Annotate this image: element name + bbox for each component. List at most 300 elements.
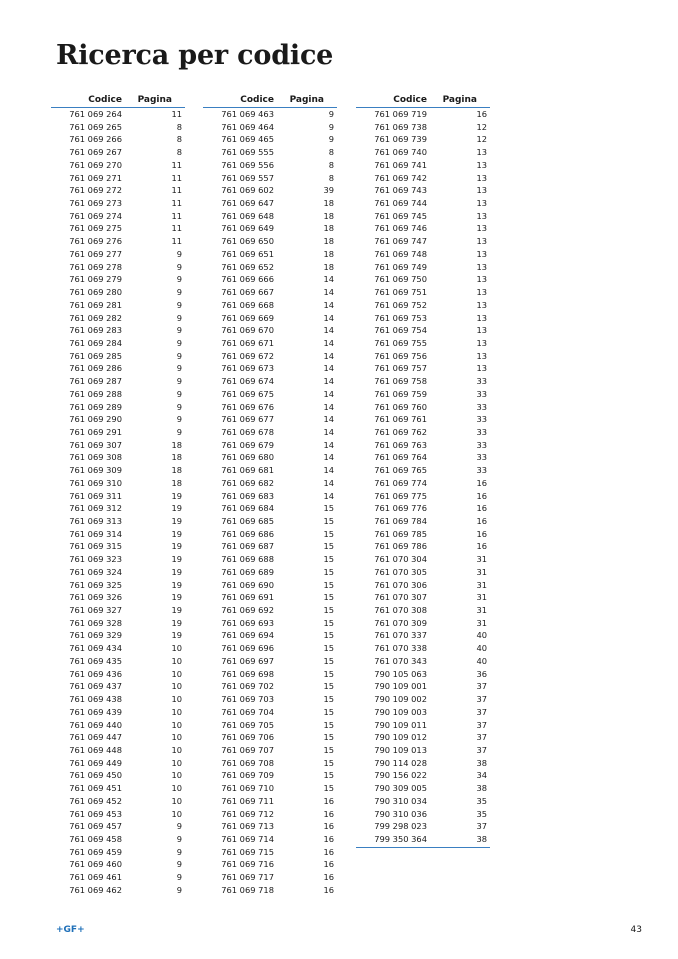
code-cell: 761 069 267 — [69, 147, 122, 158]
table-row — [51, 706, 185, 719]
table-row — [51, 820, 185, 833]
table-row — [51, 579, 185, 592]
code-cell: 761 069 683 — [221, 490, 274, 501]
code-cell: 790 309 005 — [374, 783, 427, 794]
page-number: 43 — [630, 925, 642, 935]
table-row — [203, 324, 337, 337]
code-table-column-3 — [356, 94, 490, 848]
code-cell: 761 069 784 — [374, 516, 427, 526]
code-cell: 761 069 689 — [221, 566, 274, 577]
code-cell: 761 069 675 — [221, 388, 274, 399]
table-row — [51, 490, 185, 503]
page-cell: 33 — [476, 388, 487, 399]
code-cell: 761 069 707 — [221, 744, 274, 755]
table-row — [51, 197, 185, 210]
code-cell: 761 069 450 — [69, 770, 122, 781]
page-cell: 10 — [171, 681, 182, 692]
page-cell: 16 — [476, 541, 487, 552]
page-cell: 37 — [476, 732, 487, 743]
table-row — [203, 133, 337, 146]
table-row — [51, 833, 185, 846]
page-cell: 9 — [328, 134, 334, 145]
table-row — [356, 324, 490, 337]
code-cell: 761 069 647 — [221, 198, 274, 209]
table-row — [356, 680, 490, 693]
code-cell: 761 069 751 — [374, 287, 427, 298]
code-cell: 761 069 652 — [221, 261, 274, 272]
table-row — [51, 744, 185, 757]
page-cell: 15 — [323, 655, 334, 666]
code-cell: 761 069 678 — [221, 426, 274, 437]
code-cell: 761 069 555 — [221, 147, 274, 158]
page-cell: 15 — [323, 732, 334, 743]
table-row — [356, 528, 490, 541]
table-row — [356, 273, 490, 286]
code-cell: 761 069 702 — [221, 681, 274, 692]
code-cell: 790 105 063 — [374, 668, 427, 679]
table-row — [203, 591, 337, 604]
page-cell: 16 — [476, 109, 487, 119]
code-cell: 761 069 277 — [69, 248, 122, 259]
table-row — [51, 184, 185, 197]
gf-logo: +GF+ — [56, 925, 85, 935]
code-cell: 761 069 762 — [374, 426, 427, 437]
code-cell: 761 069 324 — [69, 566, 122, 577]
page-cell: 14 — [323, 337, 334, 348]
table-row — [203, 401, 337, 414]
table-end-rule — [356, 847, 490, 848]
page-cell: 11 — [171, 185, 182, 196]
page-cell: 10 — [171, 732, 182, 743]
code-cell: 761 069 754 — [374, 325, 427, 336]
page-cell: 13 — [476, 236, 487, 247]
page-cell: 11 — [171, 198, 182, 209]
page-cell: 19 — [171, 503, 182, 514]
code-cell: 761 069 289 — [69, 401, 122, 412]
code-cell: 761 069 740 — [374, 147, 427, 158]
table-row — [203, 451, 337, 464]
code-cell: 761 070 309 — [374, 617, 427, 628]
code-cell: 790 109 013 — [374, 744, 427, 755]
code-cell: 761 069 307 — [69, 439, 122, 450]
page-cell: 19 — [171, 541, 182, 552]
code-cell: 761 069 323 — [69, 554, 122, 565]
code-cell: 761 070 343 — [374, 655, 427, 666]
table-row — [203, 795, 337, 808]
code-cell: 761 069 440 — [69, 719, 122, 730]
page-cell: 14 — [323, 363, 334, 374]
table-row — [51, 515, 185, 528]
page-cell: 10 — [171, 643, 182, 654]
page-cell: 9 — [176, 388, 182, 399]
code-cell: 761 069 673 — [221, 363, 274, 374]
page-cell: 16 — [323, 795, 334, 806]
code-cell: 761 069 681 — [221, 465, 274, 476]
code-table-column-2 — [203, 94, 337, 897]
table-row — [51, 121, 185, 134]
table-row — [203, 604, 337, 617]
page-cell: 19 — [171, 566, 182, 577]
page-cell: 16 — [323, 821, 334, 832]
header-page: Pagina — [289, 95, 324, 105]
page-cell: 19 — [171, 554, 182, 565]
page-cell: 31 — [476, 617, 487, 628]
code-cell: 761 070 308 — [374, 605, 427, 616]
page-cell: 19 — [171, 592, 182, 603]
table-row — [203, 884, 337, 897]
table-row — [51, 846, 185, 859]
code-cell: 761 069 458 — [69, 833, 122, 844]
table-row — [51, 146, 185, 159]
code-cell: 790 109 002 — [374, 694, 427, 705]
code-cell: 761 069 776 — [374, 503, 427, 514]
table-row — [51, 299, 185, 312]
table-row — [356, 744, 490, 757]
code-cell: 761 069 328 — [69, 617, 122, 628]
code-cell: 761 069 312 — [69, 503, 122, 514]
page-cell: 15 — [323, 744, 334, 755]
code-cell: 761 069 457 — [69, 821, 122, 832]
code-cell: 761 070 306 — [374, 579, 427, 590]
page-cell: 19 — [171, 528, 182, 539]
page-cell: 16 — [476, 490, 487, 501]
code-cell: 761 069 272 — [69, 185, 122, 196]
page-cell: 15 — [323, 757, 334, 768]
code-cell: 761 069 750 — [374, 274, 427, 285]
page-cell: 11 — [171, 172, 182, 183]
code-cell: 761 069 674 — [221, 376, 274, 387]
page-cell: 10 — [171, 770, 182, 781]
table-row — [356, 719, 490, 732]
code-cell: 761 069 280 — [69, 287, 122, 298]
table-row — [51, 655, 185, 668]
code-cell: 761 069 760 — [374, 401, 427, 412]
table-row — [203, 566, 337, 579]
table-row — [356, 820, 490, 833]
code-cell: 761 069 706 — [221, 732, 274, 743]
code-cell: 761 069 271 — [69, 172, 122, 183]
code-cell: 761 069 290 — [69, 414, 122, 425]
code-cell: 761 069 748 — [374, 248, 427, 259]
code-cell: 761 069 448 — [69, 744, 122, 755]
code-cell: 761 069 666 — [221, 274, 274, 285]
page-cell: 13 — [476, 210, 487, 221]
code-cell: 761 070 304 — [374, 554, 427, 565]
page-cell: 40 — [476, 655, 487, 666]
table-row — [203, 248, 337, 261]
page-cell: 14 — [323, 299, 334, 310]
page-cell: 14 — [323, 465, 334, 476]
code-cell: 761 069 273 — [69, 198, 122, 209]
table-row — [203, 312, 337, 325]
page-cell: 8 — [176, 134, 182, 145]
table-row — [356, 668, 490, 681]
code-cell: 761 069 668 — [221, 299, 274, 310]
page-cell: 18 — [323, 236, 334, 247]
code-cell: 761 069 291 — [69, 426, 122, 437]
code-cell: 761 069 288 — [69, 388, 122, 399]
table-row — [203, 744, 337, 757]
table-row — [356, 553, 490, 566]
page-cell: 13 — [476, 312, 487, 323]
code-cell: 799 350 364 — [374, 833, 427, 844]
page-cell: 9 — [176, 401, 182, 412]
table-row — [51, 159, 185, 172]
page-cell: 13 — [476, 172, 487, 183]
table-row — [51, 375, 185, 388]
table-row — [356, 159, 490, 172]
table-row — [356, 477, 490, 490]
code-cell: 761 070 337 — [374, 630, 427, 641]
page-cell: 14 — [323, 477, 334, 488]
table-row — [356, 795, 490, 808]
page-cell: 9 — [328, 109, 334, 119]
table-row — [203, 286, 337, 299]
table-row — [356, 757, 490, 770]
table-row — [356, 808, 490, 821]
table-row — [51, 413, 185, 426]
code-cell: 761 069 741 — [374, 159, 427, 170]
table-row — [51, 808, 185, 821]
page-cell: 38 — [476, 783, 487, 794]
table-row — [356, 490, 490, 503]
table-row — [203, 146, 337, 159]
code-cell: 761 069 274 — [69, 210, 122, 221]
table-row — [51, 286, 185, 299]
page-cell: 14 — [323, 274, 334, 285]
page-cell: 9 — [176, 274, 182, 285]
table-row — [203, 515, 337, 528]
table-row — [51, 324, 185, 337]
code-cell: 761 069 715 — [221, 846, 274, 857]
code-cell: 761 069 761 — [374, 414, 427, 425]
page-cell: 31 — [476, 579, 487, 590]
code-cell: 761 069 759 — [374, 388, 427, 399]
table-row — [356, 108, 490, 121]
page-cell: 33 — [476, 414, 487, 425]
page-cell: 37 — [476, 694, 487, 705]
table-row — [356, 426, 490, 439]
code-cell: 761 069 437 — [69, 681, 122, 692]
table-row — [356, 693, 490, 706]
table-row — [356, 642, 490, 655]
table-row — [51, 591, 185, 604]
table-row — [51, 451, 185, 464]
table-row — [51, 604, 185, 617]
page-cell: 16 — [323, 859, 334, 870]
code-cell: 761 069 677 — [221, 414, 274, 425]
code-cell: 761 069 755 — [374, 337, 427, 348]
page-cell: 9 — [176, 299, 182, 310]
page-cell: 14 — [323, 287, 334, 298]
table-row — [203, 222, 337, 235]
table-row — [356, 299, 490, 312]
table-row — [356, 579, 490, 592]
code-cell: 761 069 281 — [69, 299, 122, 310]
table-row — [51, 566, 185, 579]
code-cell: 761 069 309 — [69, 465, 122, 476]
code-cell: 761 069 435 — [69, 655, 122, 666]
page-cell: 15 — [323, 554, 334, 565]
code-cell: 761 069 718 — [221, 884, 274, 895]
page-cell: 15 — [323, 617, 334, 628]
code-cell: 761 069 719 — [374, 109, 427, 119]
table-header — [203, 94, 337, 108]
code-cell: 799 298 023 — [374, 821, 427, 832]
page-cell: 9 — [176, 248, 182, 259]
code-cell: 761 069 752 — [374, 299, 427, 310]
page-cell: 9 — [176, 872, 182, 883]
page-cell: 12 — [476, 121, 487, 132]
table-row — [51, 540, 185, 553]
page-cell: 19 — [171, 605, 182, 616]
code-cell: 761 069 282 — [69, 312, 122, 323]
page-cell: 15 — [323, 719, 334, 730]
table-row — [51, 172, 185, 185]
page-cell: 18 — [323, 248, 334, 259]
table-row — [51, 680, 185, 693]
page-cell: 37 — [476, 821, 487, 832]
code-cell: 761 069 744 — [374, 198, 427, 209]
page-cell: 18 — [171, 465, 182, 476]
table-rows — [356, 108, 490, 846]
code-cell: 761 069 434 — [69, 643, 122, 654]
code-cell: 761 069 698 — [221, 668, 274, 679]
code-cell: 761 069 716 — [221, 859, 274, 870]
table-header — [356, 94, 490, 108]
code-cell: 761 069 713 — [221, 821, 274, 832]
page-cell: 13 — [476, 337, 487, 348]
table-row — [356, 706, 490, 719]
code-cell: 761 069 602 — [221, 185, 274, 196]
table-row — [203, 502, 337, 515]
table-row — [51, 731, 185, 744]
table-row — [356, 515, 490, 528]
page-cell: 8 — [328, 159, 334, 170]
table-row — [203, 617, 337, 630]
page-cell: 8 — [328, 147, 334, 158]
page-cell: 12 — [476, 134, 487, 145]
code-cell: 761 069 671 — [221, 337, 274, 348]
code-cell: 761 069 709 — [221, 770, 274, 781]
table-row — [203, 375, 337, 388]
code-cell: 761 069 765 — [374, 465, 427, 476]
code-cell: 761 070 307 — [374, 592, 427, 603]
code-cell: 761 069 757 — [374, 363, 427, 374]
table-row — [356, 261, 490, 274]
table-row — [356, 401, 490, 414]
table-rows — [51, 108, 185, 897]
code-cell: 761 069 745 — [374, 210, 427, 221]
page-cell: 9 — [176, 363, 182, 374]
page-cell: 14 — [323, 401, 334, 412]
page-cell: 19 — [171, 579, 182, 590]
code-cell: 761 069 692 — [221, 605, 274, 616]
table-rows — [203, 108, 337, 897]
page-cell: 31 — [476, 554, 487, 565]
page-cell: 13 — [476, 363, 487, 374]
table-row — [51, 222, 185, 235]
page-cell: 19 — [171, 516, 182, 526]
page-cell: 16 — [323, 884, 334, 895]
code-cell: 761 069 275 — [69, 223, 122, 234]
table-row — [203, 680, 337, 693]
table-row — [203, 299, 337, 312]
table-row — [51, 617, 185, 630]
table-row — [356, 248, 490, 261]
page-cell: 9 — [176, 376, 182, 387]
code-cell: 761 069 265 — [69, 121, 122, 132]
page-cell: 38 — [476, 757, 487, 768]
page-title: Ricerca per codice — [56, 40, 334, 71]
code-cell: 761 069 285 — [69, 350, 122, 361]
code-cell: 761 069 682 — [221, 477, 274, 488]
code-cell: 761 069 279 — [69, 274, 122, 285]
page-cell: 14 — [323, 388, 334, 399]
table-row — [203, 719, 337, 732]
table-row — [203, 261, 337, 274]
page-cell: 13 — [476, 274, 487, 285]
table-row — [356, 197, 490, 210]
table-row — [356, 362, 490, 375]
code-cell: 761 069 667 — [221, 287, 274, 298]
page-cell: 15 — [323, 694, 334, 705]
header-page: Pagina — [442, 95, 477, 105]
code-cell: 761 069 680 — [221, 452, 274, 463]
table-row — [203, 629, 337, 642]
page-cell: 10 — [171, 694, 182, 705]
code-cell: 761 069 739 — [374, 134, 427, 145]
page-cell: 31 — [476, 566, 487, 577]
page-cell: 15 — [323, 706, 334, 717]
page-cell: 15 — [323, 605, 334, 616]
page-cell: 16 — [323, 846, 334, 857]
page-cell: 15 — [323, 668, 334, 679]
code-cell: 790 109 001 — [374, 681, 427, 692]
page-cell: 10 — [171, 668, 182, 679]
code-cell: 761 069 749 — [374, 261, 427, 272]
page-cell: 16 — [476, 503, 487, 514]
table-row — [51, 629, 185, 642]
code-cell: 761 069 310 — [69, 477, 122, 488]
code-cell: 761 069 756 — [374, 350, 427, 361]
code-cell: 761 069 650 — [221, 236, 274, 247]
table-row — [356, 210, 490, 223]
table-row — [356, 604, 490, 617]
page-cell: 33 — [476, 401, 487, 412]
header-code: Codice — [88, 95, 122, 105]
page-cell: 10 — [171, 706, 182, 717]
table-row — [203, 388, 337, 401]
table-row — [203, 108, 337, 121]
code-cell: 761 069 684 — [221, 503, 274, 514]
table-row — [51, 668, 185, 681]
page-cell: 33 — [476, 465, 487, 476]
table-row — [51, 795, 185, 808]
page-cell: 13 — [476, 147, 487, 158]
table-row — [356, 451, 490, 464]
page-cell: 35 — [476, 795, 487, 806]
code-cell: 761 069 746 — [374, 223, 427, 234]
table-row — [203, 159, 337, 172]
page-cell: 13 — [476, 350, 487, 361]
page-cell: 15 — [323, 528, 334, 539]
page-cell: 40 — [476, 630, 487, 641]
table-row — [356, 833, 490, 846]
page-cell: 9 — [176, 325, 182, 336]
page-cell: 16 — [323, 872, 334, 883]
page-cell: 8 — [176, 121, 182, 132]
